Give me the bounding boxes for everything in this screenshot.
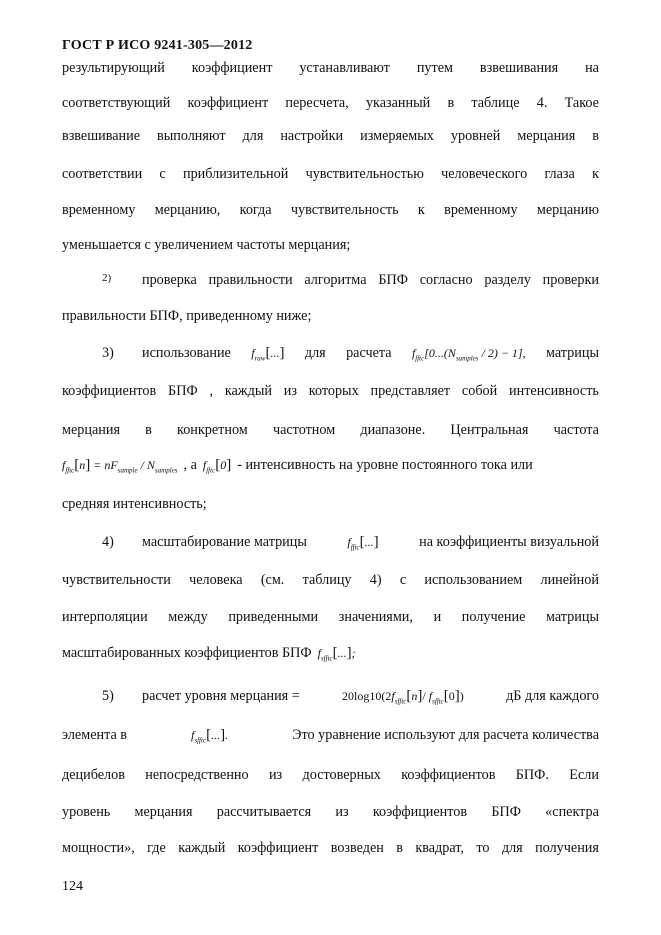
page-header: ГОСТ Р ИСО 9241-305—2012 (62, 38, 253, 53)
word: из (335, 804, 349, 820)
word: в (447, 95, 455, 111)
word: частота (553, 422, 599, 438)
word: временному (62, 202, 136, 218)
word: получение (461, 609, 526, 625)
text-line-5 (62, 202, 599, 219)
text-line-9 (62, 345, 599, 362)
word: измеряемых (360, 128, 434, 144)
word: интерполяции (62, 609, 148, 625)
word: с (399, 572, 407, 588)
word: из (268, 767, 283, 783)
word: таблицу (302, 572, 352, 588)
formula-f-sfftc-dots-2: $f_{sfftc}[...]$. (191, 727, 229, 745)
word: для (304, 345, 326, 361)
word: каждый (224, 383, 272, 399)
line-body (142, 345, 599, 362)
text-fragment: расчет уровня мерцания = (142, 688, 300, 704)
word: проверка (142, 272, 197, 288)
text-fragment: Это уравнение используют для расчета количества (292, 727, 599, 743)
line-body (142, 688, 599, 705)
word: между (168, 609, 208, 625)
text-line-19 (62, 727, 599, 744)
word: каждый (178, 840, 226, 856)
text-fragment: дБ для каждого (506, 688, 599, 704)
text-line-15 (62, 572, 599, 589)
word: матрицы (545, 345, 599, 361)
word: чувствительность (290, 202, 399, 218)
word: приблизительной (182, 166, 289, 182)
text-line-10 (62, 383, 599, 400)
text-fragment: на коэффициенты визуальной (419, 534, 599, 550)
word: для (501, 840, 523, 856)
word: на (585, 60, 599, 76)
word: коэффициентов (62, 383, 157, 399)
formula-f-fftc-0: $f_{fftc}[0]$ (202, 457, 232, 475)
formula-flicker-level: $20\log 10(2f_{sfftc}[n]/$ $f_{sfftc}[0]$) (342, 688, 464, 706)
word: настройки (280, 128, 344, 144)
text-fragment: элемента в (62, 727, 127, 743)
word: получения (535, 840, 599, 856)
word: рассчитывается (216, 804, 312, 820)
formula-f-fftc-dots: $f_{fftc}[...]$ (347, 534, 379, 552)
text-line-6: уменьшается с увеличением частоты мерцания; (62, 237, 351, 253)
text-line-20 (62, 767, 599, 784)
word: значениями, (338, 609, 413, 625)
text-line-21 (62, 804, 599, 821)
text-fragment: - интенсивность на уровне постоянного тока или (237, 457, 533, 473)
word: Если (569, 767, 599, 783)
text-line-8: правильности БПФ, приведенному ниже; (62, 308, 312, 324)
formula-f-raw: $f_{raw}[...]$ (251, 345, 285, 363)
word: с (159, 166, 166, 182)
formula-f-fftc-n: $f_{fftc}[n] = nF_{sample} / N_{samples}$ (62, 457, 178, 475)
word: БПФ. (515, 767, 549, 783)
word: человеческого (441, 166, 528, 182)
word: , (209, 383, 214, 399)
word: в (592, 128, 599, 144)
word: линейной (540, 572, 599, 588)
word: коэффициент (191, 60, 273, 76)
word: разделу (484, 272, 531, 288)
word: в (396, 840, 403, 856)
word: частотном (272, 422, 336, 438)
line-body (142, 534, 599, 551)
text-fragment: масштабированных коэффициентов БПФ (62, 645, 312, 661)
word: где (147, 840, 166, 856)
word: пересчета, (285, 95, 349, 111)
word: использованием (424, 572, 523, 588)
word: достоверных (302, 767, 381, 783)
word: (см. (260, 572, 285, 588)
word: чувствительностью (305, 166, 424, 182)
word: конкретном (177, 422, 248, 438)
word: чувствительности (62, 572, 171, 588)
word: глаза (544, 166, 575, 182)
word: коэффициент (237, 840, 319, 856)
word: БПФ (168, 383, 198, 399)
text-line-7 (62, 272, 599, 289)
word: соответствии (62, 166, 143, 182)
text-line-12 (62, 457, 599, 474)
word: коэффициентов (372, 804, 468, 820)
word: согласно (419, 272, 473, 288)
word: человека (189, 572, 243, 588)
text-line-18 (62, 688, 599, 705)
word: таблице (471, 95, 520, 111)
word: взвешивание (62, 128, 141, 144)
text-line-2 (62, 95, 599, 112)
formula-f-sfftc-dots: $f_{sfftc}[...]$; (317, 645, 356, 663)
word: использование (142, 345, 231, 361)
word: уровней (450, 128, 501, 144)
word: БПФ (491, 804, 521, 820)
word: алгоритма (304, 272, 367, 288)
list-number: 5) (102, 688, 114, 704)
word: соответствующий (62, 95, 171, 111)
text-line-13: средняя интенсивность; (62, 496, 207, 512)
word: расчета (346, 345, 392, 361)
word: из (283, 383, 297, 399)
word: к (417, 202, 425, 218)
word: взвешивания (479, 60, 559, 76)
word: которых (308, 383, 359, 399)
word: «спектра (545, 804, 599, 820)
word: мерцания (62, 422, 120, 438)
word: правильности (208, 272, 293, 288)
word: мощности», (62, 840, 135, 856)
word: БПФ (378, 272, 408, 288)
word: коэффициентов (401, 767, 496, 783)
list-number: 3) (102, 345, 114, 361)
word: собой (461, 383, 498, 399)
word: диапазоне. (360, 422, 426, 438)
text-line-3 (62, 128, 599, 145)
line-body (142, 272, 599, 289)
text-line-11 (62, 422, 599, 439)
text-line-14 (62, 534, 599, 551)
word: Центральная (450, 422, 529, 438)
word: непосредственно (145, 767, 249, 783)
text-line-4 (62, 166, 599, 183)
word: в (145, 422, 152, 438)
word: 4. (536, 95, 548, 111)
text-line-1 (62, 60, 599, 77)
word: коэффициент (187, 95, 269, 111)
word: к (592, 166, 599, 182)
text-line-17 (62, 645, 599, 662)
word: временному (444, 202, 518, 218)
word: мерцания (517, 128, 576, 144)
word: выполняют (157, 128, 226, 144)
word: интенсивность (509, 383, 599, 399)
word: децибелов (62, 767, 125, 783)
word: результирующий (62, 60, 165, 76)
word: представляет (370, 383, 451, 399)
word: возведен (330, 840, 384, 856)
text-line-16 (62, 609, 599, 626)
word: когда (239, 202, 272, 218)
word: 4) (369, 572, 382, 588)
text-fragment: , а (183, 457, 197, 473)
word: мерцания (134, 804, 193, 820)
word: и (433, 609, 442, 625)
list-number: 4) (102, 534, 114, 550)
word: устанавливают (299, 60, 390, 76)
word: мерцанию, (154, 202, 221, 218)
word: для (242, 128, 264, 144)
list-number: 2) (102, 272, 112, 284)
word: приведенными (228, 609, 319, 625)
word: квадрат, (415, 840, 464, 856)
word: Такое (564, 95, 599, 111)
word: проверки (542, 272, 599, 288)
formula-f-fftc-range: $f_{fftc}[0...(N_{samples} / 2) - 1]$, (411, 346, 526, 363)
page-number: 124 (62, 879, 83, 894)
text-fragment: масштабирование матрицы (142, 534, 307, 550)
word: то (476, 840, 490, 856)
word: указанный (365, 95, 431, 111)
text-line-22 (62, 840, 599, 857)
word: мерцанию (536, 202, 599, 218)
word: матрицы (546, 609, 599, 625)
word: уровень (62, 804, 111, 820)
word: путем (416, 60, 453, 76)
